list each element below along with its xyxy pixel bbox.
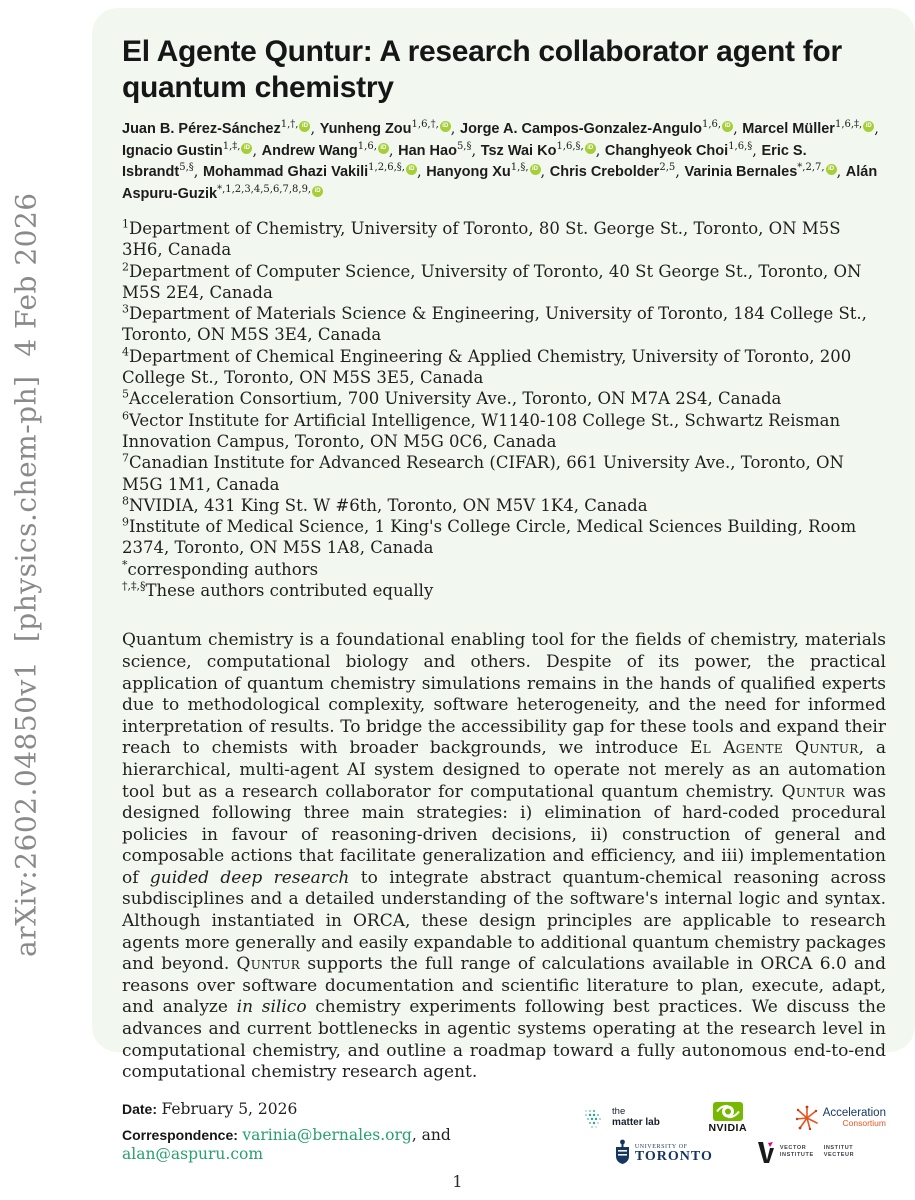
logo-row-1 bbox=[583, 1102, 886, 1134]
author bbox=[550, 164, 685, 180]
author-list bbox=[122, 119, 886, 205]
abstract-segment: , a hierarchical, multi-agent AI system designed to operate not merely as an automation tool but as a research collaborator for computational quantum chemistry. bbox=[122, 738, 886, 802]
author-separator: , bbox=[450, 121, 461, 137]
orcid-icon[interactable]: iD bbox=[530, 164, 541, 175]
author bbox=[122, 140, 262, 159]
author-separator: , bbox=[874, 121, 879, 137]
matter-lab-dots-icon bbox=[583, 1106, 607, 1130]
affiliation: $^2$Department of Computer Science, University of Toronto, 40 St George St., Toronto, ON M5S 2E4, Canada bbox=[122, 260, 862, 302]
author-separator: , bbox=[675, 164, 685, 180]
vector-v-icon bbox=[757, 1140, 775, 1164]
acceleration-text: Acceleration Consortium bbox=[822, 1107, 886, 1129]
affiliation: $^9$Institute of Medical Science, 1 King's College Circle, Medical Sciences Building, Room 2374, Toronto, ON M5S 1A8, Canada bbox=[122, 515, 857, 558]
author-separator: , bbox=[416, 164, 427, 180]
author bbox=[480, 140, 605, 159]
paper-title: El Agente Quntur: A research collaborator agent for quantum chemistry bbox=[122, 35, 842, 104]
orcid-icon[interactable]: iD bbox=[826, 164, 837, 175]
abstract-segment: supports the full range of calculations available in ORCA 6.0 and reasons over software documentation and scientific literature to plan, execute, adapt, and analyze bbox=[122, 954, 886, 1018]
author-affil-marks: 5,§ bbox=[179, 162, 194, 174]
author-affil-marks: 1,6,‡, bbox=[834, 119, 863, 131]
orcid-icon[interactable]: iD bbox=[722, 121, 733, 132]
email-link-1[interactable]: varinia@bernales.org bbox=[242, 1125, 412, 1144]
footer-meta bbox=[122, 1100, 583, 1171]
abstract-segment: Quantum chemistry is a foundational enabling tool for the fields of chemistry, materials science, computational biology and others. Despite of its power, the practical application of quantum chemistry simulations remains in the hands of qualified experts due to methodological complexity, software heterogeneity, and the need for informed interpretation of results. To bridge the accessibility gap for these tools and expand their reach to chemists with broader backgrounds, we introduce bbox=[122, 630, 886, 759]
author bbox=[426, 164, 550, 180]
author-name: Alán Aspuru-Guzik bbox=[122, 164, 878, 202]
logo-row-2 bbox=[583, 1139, 886, 1165]
author-separator: , bbox=[836, 164, 846, 180]
abstract-segment: was designed following three main strategies: i) elimination of hard-coded procedural policies in favour of reasoning-driven decisions, ii) construction of general and composable actions that facilitate generalization and efficiency, and iii) implementation of bbox=[122, 781, 886, 888]
author-name: Juan B. Pérez-Sánchez bbox=[122, 121, 281, 137]
email-separator: , and bbox=[411, 1125, 451, 1144]
author-name: Eric S. Isbrandt bbox=[122, 142, 807, 180]
author-separator: , bbox=[595, 142, 605, 159]
author-affil-marks: 2,5 bbox=[659, 162, 676, 174]
author-affil-marks: 1,†, bbox=[280, 119, 299, 131]
author-affil-marks: 1,6, bbox=[701, 119, 722, 131]
orcid-icon[interactable]: iD bbox=[863, 121, 874, 132]
author bbox=[320, 121, 460, 137]
date-line bbox=[122, 1100, 583, 1119]
footer bbox=[122, 1100, 886, 1171]
affiliation: $^7$Canadian Institute for Advanced Research (CIFAR), 661 University Ave., Toronto, ON M5G 1M1, Canada bbox=[122, 451, 844, 494]
author-name: Marcel Müller bbox=[742, 121, 835, 137]
affiliation: $^4$Department of Chemical Engineering & Applied Chemistry, University of Toronto, 200 College St., Toronto, ON M5S 3E5, Canada bbox=[122, 345, 852, 388]
affiliation: $^1$Department of Chemistry, University of Toronto, 80 St. George St., Toronto, ON M5S 3H6, Canada bbox=[122, 217, 841, 260]
orcid-icon[interactable]: iD bbox=[585, 143, 596, 154]
content-card bbox=[92, 8, 915, 1164]
author-affil-marks: 1,§, bbox=[510, 162, 529, 174]
affiliation: *corresponding authors bbox=[122, 558, 319, 579]
author-name: Chris Crebolder bbox=[549, 164, 660, 180]
abstract-segment: to integrate abstract quantum-chemical reasoning across subdisciplines and a detailed understanding of the software's internal logic and syntax. Although instantiated in ORCA, these design principles are applicable to research agents more generally and easily expandable to additional quantum chemistry packages and beyond. bbox=[122, 867, 886, 975]
author-name: Changhyeok Choi bbox=[604, 142, 729, 159]
uoft-text: UNIVERSITY OF TORONTO bbox=[634, 1143, 713, 1164]
nvidia-text: NVIDIA bbox=[708, 1121, 748, 1134]
orcid-icon[interactable]: iD bbox=[406, 164, 417, 175]
author bbox=[742, 121, 879, 137]
orcid-icon[interactable]: iD bbox=[378, 143, 389, 154]
affiliation: $^5$Acceleration Consortium, 700 University Ave., Toronto, ON M7A 2S4, Canada bbox=[122, 387, 782, 409]
author-affil-marks: 1,6,§, bbox=[556, 140, 584, 152]
author-separator: , bbox=[388, 142, 399, 159]
vector-text: VECTOR INSTITUTE INSTITUT VECTEUR bbox=[779, 1144, 855, 1158]
author bbox=[203, 164, 426, 180]
orcid-icon[interactable]: iD bbox=[440, 121, 451, 132]
author bbox=[460, 121, 742, 137]
abstract-segment: Quntur bbox=[781, 781, 846, 802]
author-separator: , bbox=[540, 164, 550, 180]
author bbox=[684, 164, 845, 180]
affiliation: $^6$Vector Institute for Artificial Intelligence, W1140-108 College St., Schwartz Reisman Innovation Campus, Toronto, ON M5G 0C6, Canada bbox=[122, 409, 841, 451]
author-name: Jorge A. Campos-Gonzalez-Angulo bbox=[460, 121, 702, 137]
affiliation: †,‡,§These authors contributed equally bbox=[122, 579, 434, 601]
university-of-toronto-logo bbox=[615, 1139, 713, 1165]
author bbox=[122, 121, 320, 137]
author-name: Tsz Wai Ko bbox=[480, 142, 557, 159]
orcid-icon[interactable]: iD bbox=[241, 143, 252, 154]
author-affil-marks: *,2,7, bbox=[797, 162, 825, 174]
matter-lab-text: the matter lab bbox=[612, 1106, 660, 1128]
author-affil-marks: 1,‡, bbox=[222, 140, 241, 152]
author-affil-marks: 1,6, bbox=[357, 140, 377, 152]
abstract-segment: El Agente Quntur bbox=[690, 738, 859, 759]
author-separator: , bbox=[752, 142, 762, 159]
matter-lab-logo bbox=[583, 1106, 660, 1130]
author-affil-marks: *,1,2,3,4,5,6,7,8,9, bbox=[217, 183, 312, 195]
author-separator: , bbox=[252, 142, 262, 159]
author bbox=[604, 140, 762, 159]
nvidia-eye-icon bbox=[713, 1102, 743, 1121]
author bbox=[261, 140, 399, 159]
abstract-segment: in silico bbox=[236, 997, 307, 1018]
author-name: Andrew Wang bbox=[261, 142, 358, 159]
orcid-icon[interactable]: iD bbox=[312, 186, 323, 197]
author-name: Mohammad Ghazi Vakili bbox=[202, 164, 369, 180]
date-label: Date: bbox=[122, 1100, 158, 1117]
author-separator: , bbox=[733, 121, 743, 137]
author-affil-marks: 1,6,§ bbox=[728, 140, 753, 152]
author-separator: , bbox=[471, 142, 481, 159]
author-name: Yunheng Zou bbox=[319, 121, 412, 137]
uoft-crest-icon bbox=[615, 1139, 630, 1165]
acceleration-starburst-icon bbox=[796, 1105, 818, 1131]
acceleration-consortium-logo bbox=[796, 1105, 886, 1131]
email-link-2[interactable]: alan@aspuru.com bbox=[122, 1144, 264, 1163]
logo-block bbox=[583, 1100, 886, 1165]
correspondence-label: Correspondence: bbox=[122, 1126, 238, 1143]
date-value: February 5, 2026 bbox=[161, 1099, 298, 1118]
correspondence-line bbox=[122, 1126, 583, 1164]
author-name: Han Hao bbox=[398, 142, 457, 159]
affiliation-list bbox=[122, 218, 886, 601]
author-name: Varinia Bernales bbox=[684, 164, 798, 180]
abstract-segment: Quntur bbox=[236, 954, 301, 975]
arxiv-banner: arXiv:2602.04850v1 [physics.chem-ph] 4 Feb 2026 bbox=[9, 192, 43, 958]
author-affil-marks: 1,6,†, bbox=[411, 119, 439, 131]
nvidia-logo bbox=[708, 1102, 747, 1134]
affiliation: $^8$NVIDIA, 431 King St. W #6th, Toronto, ON M5V 1K4, Canada bbox=[122, 494, 648, 515]
vector-institute-logo bbox=[757, 1140, 854, 1164]
orcid-icon[interactable]: iD bbox=[299, 121, 310, 132]
author-affil-marks: 1,2,6,§, bbox=[368, 162, 405, 174]
affiliation: $^3$Department of Materials Science & Engineering, University of Toronto, 184 College St., Toronto, ON M5S 3E4, Canada bbox=[122, 302, 867, 345]
author-name: Hanyong Xu bbox=[426, 164, 511, 180]
page-number: 1 bbox=[452, 1172, 463, 1191]
abstract-segment: guided deep research bbox=[149, 867, 350, 888]
author bbox=[398, 140, 481, 159]
abstract-segment: chemistry experiments following best practices. We discuss the advances and current bottlenecks in agentic systems operating at the research level in computational chemistry, and outline a roadmap toward a fully autonomous end-to-end computational chemistry research agent. bbox=[122, 997, 886, 1083]
author-name: Ignacio Gustin bbox=[122, 142, 223, 159]
author-affil-marks: 5,§ bbox=[456, 140, 472, 152]
author-separator: , bbox=[193, 164, 203, 180]
abstract bbox=[122, 630, 886, 1083]
author-separator: , bbox=[310, 121, 320, 137]
